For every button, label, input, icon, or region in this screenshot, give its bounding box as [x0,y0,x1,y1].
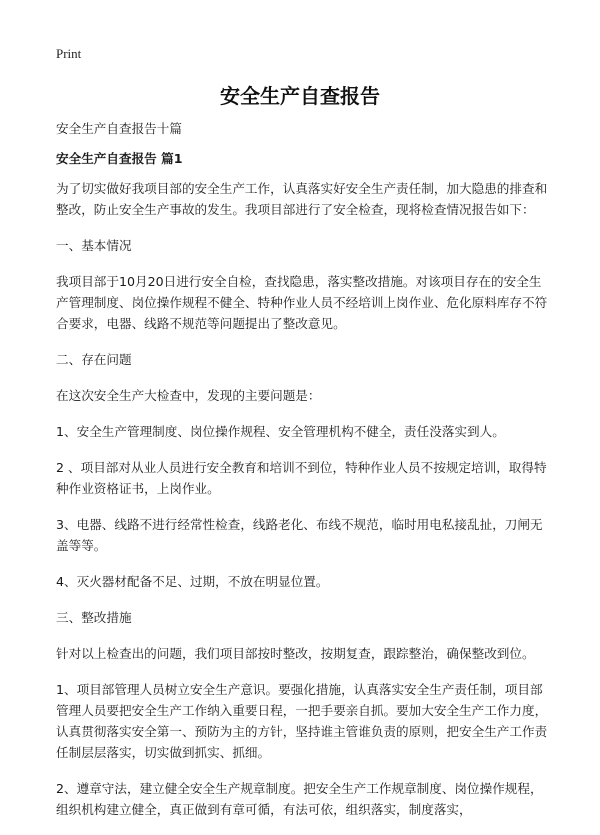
problem-item-3: 3、电器、线路不进行经常性检查，线路老化、布线不规范，临时用电私接乱扯，刀闸无盖等等。 [56,517,543,553]
paragraph-problems-intro: 在这次安全生产大检查中，发现的主要问题是： [56,388,321,403]
measure-item-2: 2、遵章守法，建立健全安全生产规章制度。把安全生产工作规章制度、岗位操作规程，组织机构建立健全，真正做到有章可循，有法可依，组织落实，制度落实， [56,781,543,817]
document-subtitle: 安全生产自查报告十篇 [56,121,182,136]
heading-measures: 三、整改措施 [56,610,132,625]
heading-problems: 二、存在问题 [56,352,132,367]
problem-item-4: 4、灭火器材配备不足、过期，不放在明显位置。 [56,574,329,589]
paragraph-intro: 为了切实做好我项目部的安全生产工作，认真落实好安全生产责任制，加大隐患的排查和整改，防止安全生产事故的发生。我项目部进行了安全检查，现将检查情况报告如下： [56,181,548,217]
document-body [56,118,550,835]
print-label[interactable]: Print [56,46,82,61]
document-title: 安全生产自查报告 [220,84,380,108]
measure-item-1: 1、项目部管理人员树立安全生产意识。要强化措施，认真落实安全生产责任制，项目部管理人员要把安全生产工作纳入重要日程，一把手要亲自抓。要加大安全生产工作力度，认真贯彻落实安全第一、预防为主的方针，坚持谁主管谁负责的原则，把安全生产工作责任制层层落实，切实做到抓实、抓细。 [56,682,548,760]
problem-item-2: 2 、项目部对从业人员进行安全教育和培训不到位，特种作业人员不按规定培训，取得特种作业资格证书，上岗作业。 [56,460,547,496]
paragraph-measures-intro: 针对以上检查出的问题，我们项目部按时整改，按期复查，跟踪整治，确保整改到位。 [56,646,535,661]
section-heading: 安全生产自查报告 篇1 [56,151,183,166]
problem-item-1: 1、安全生产管理制度、岗位操作规程、安全管理机构不健全，责任没落实到人。 [56,424,505,439]
heading-basic-info: 一、基本情况 [56,238,132,253]
paragraph-basic-info: 我项目部于10月20日进行安全自检，查找隐患，落实整改措施。对该项目存在的安全生产管理制度、岗位操作规程不健全、特种作业人员不经培训上岗作业、危化原料库存不符合要求，电器、线路不规范等问题提出了整改意见。 [56,274,548,331]
